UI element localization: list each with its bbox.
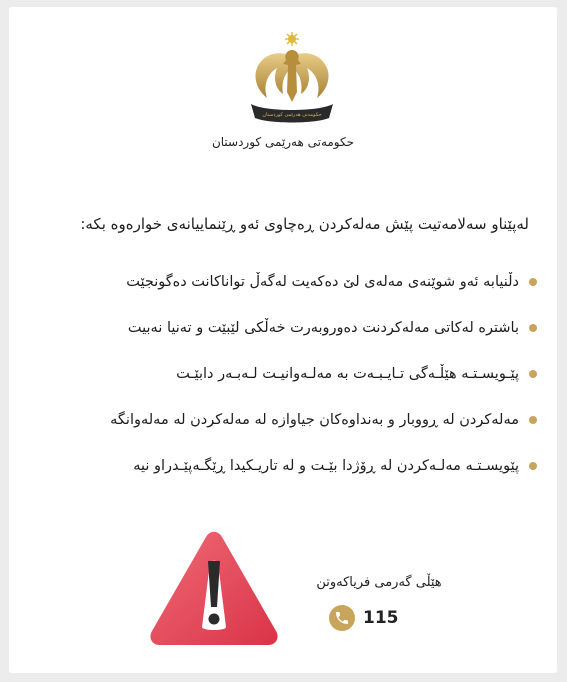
list-item bbox=[25, 269, 537, 315]
bullet-icon bbox=[529, 324, 537, 332]
bullet-icon bbox=[529, 370, 537, 378]
list-item bbox=[25, 315, 537, 361]
hotline[interactable] bbox=[329, 604, 399, 632]
bullet-icon bbox=[529, 462, 537, 470]
government-name: حکومەتی هەرێمی کوردستان bbox=[211, 135, 355, 149]
hotline-label: هێڵی گەرمی فریاکەوتن bbox=[316, 575, 442, 590]
intro-text: لەپێناو سەلامەتیت پێش مەلەکردن ڕەچاوی ئەو ڕێنماییانەی خوارەوە بکە: bbox=[80, 215, 529, 233]
tip-text: مەلەکردن لە ڕووبار و بەنداوەکان جیاوازە لە مەلەکردن لە مەلەوانگە bbox=[110, 412, 519, 428]
hotline-number: 115 bbox=[363, 608, 399, 628]
info-card bbox=[9, 7, 557, 673]
list-item bbox=[25, 453, 537, 499]
phone-icon bbox=[329, 605, 355, 631]
tip-text: پێـویسـتـە هێڵـەگی تـایـبـەت بە مەلـەوانیـت لـەبـەر دابێـت bbox=[176, 366, 519, 382]
kurdistan-emblem-icon bbox=[243, 32, 341, 132]
warning-triangle-icon bbox=[146, 527, 282, 649]
sun-icon bbox=[285, 32, 299, 46]
bullet-icon bbox=[529, 278, 537, 286]
safety-tips-list bbox=[25, 269, 537, 499]
list-item bbox=[25, 361, 537, 407]
tip-text: دڵنیابە ئەو شوێنەی مەلەی لێ دەکەیت لەگەڵ تواناکانت دەگونجێت bbox=[126, 274, 519, 290]
tip-text: باشترە لەکاتی مەلەکردنت دەوروبەرت خەڵکی لێبێت و تەنیا نەبیت bbox=[127, 320, 519, 336]
bullet-icon bbox=[529, 416, 537, 424]
svg-text:حکومەتی هەرێمی کوردستان: حکومەتی هەرێمی کوردستان bbox=[262, 112, 322, 118]
tip-text: پێویسـتـە مەلـەکردن لە ڕۆژدا بێـت و لە تاریـکیدا ڕێگـەپێـدراو نیە bbox=[133, 458, 519, 474]
list-item bbox=[25, 407, 537, 453]
